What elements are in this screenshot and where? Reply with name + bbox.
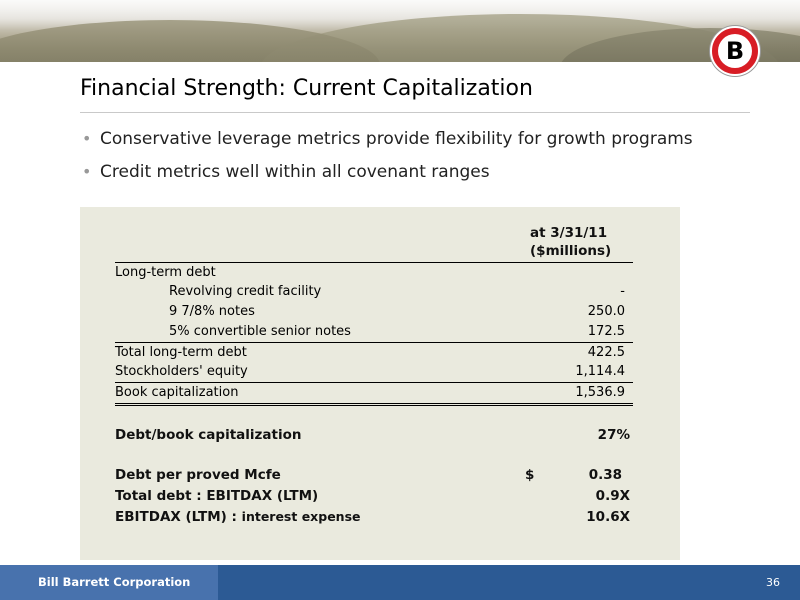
title-divider [80,112,750,113]
logo-letter: B [725,37,745,65]
metric-row: Debt per proved Mcfe $ 0.38 [115,467,622,483]
table-row-total: Total long-term debt 422.5 [115,342,633,363]
table-row: 5% convertible senior notes 172.5 [169,324,625,339]
metric-row: EBITDAX (LTM) : interest expense 10.6X [115,509,630,525]
table-row: Revolving credit facility - [169,284,625,299]
table-row: Long-term debt [115,262,633,283]
table-row-total: Book capitalization 1,536.9 [115,382,633,406]
bullet-icon: • [82,129,92,148]
metric-row: Debt/book capitalization 27% [115,427,630,443]
bullet-item: • Conservative leverage metrics provide flexibility for growth programs [80,125,693,158]
table-row: 9 7/8% notes 250.0 [169,304,625,319]
bullet-icon: • [82,162,92,181]
slide-title: Financial Strength: Current Capitalization [80,76,533,101]
bullet-item: • Credit metrics well within all covenant ranges [80,158,693,191]
page-number: 36 [766,576,780,589]
table-row: Stockholders' equity 1,114.4 [115,364,625,379]
currency-symbol: $ [525,467,535,483]
company-logo [710,26,760,76]
footer-company-name: Bill Barrett Corporation [38,575,191,589]
metric-row: Total debt : EBITDAX (LTM) 0.9X [115,488,630,504]
table-header-date: at 3/31/11 [530,225,608,241]
footer-bar [0,565,800,600]
bullet-list [80,125,693,191]
header-banner-image [0,0,800,62]
table-header-units: ($millions) [530,243,612,259]
